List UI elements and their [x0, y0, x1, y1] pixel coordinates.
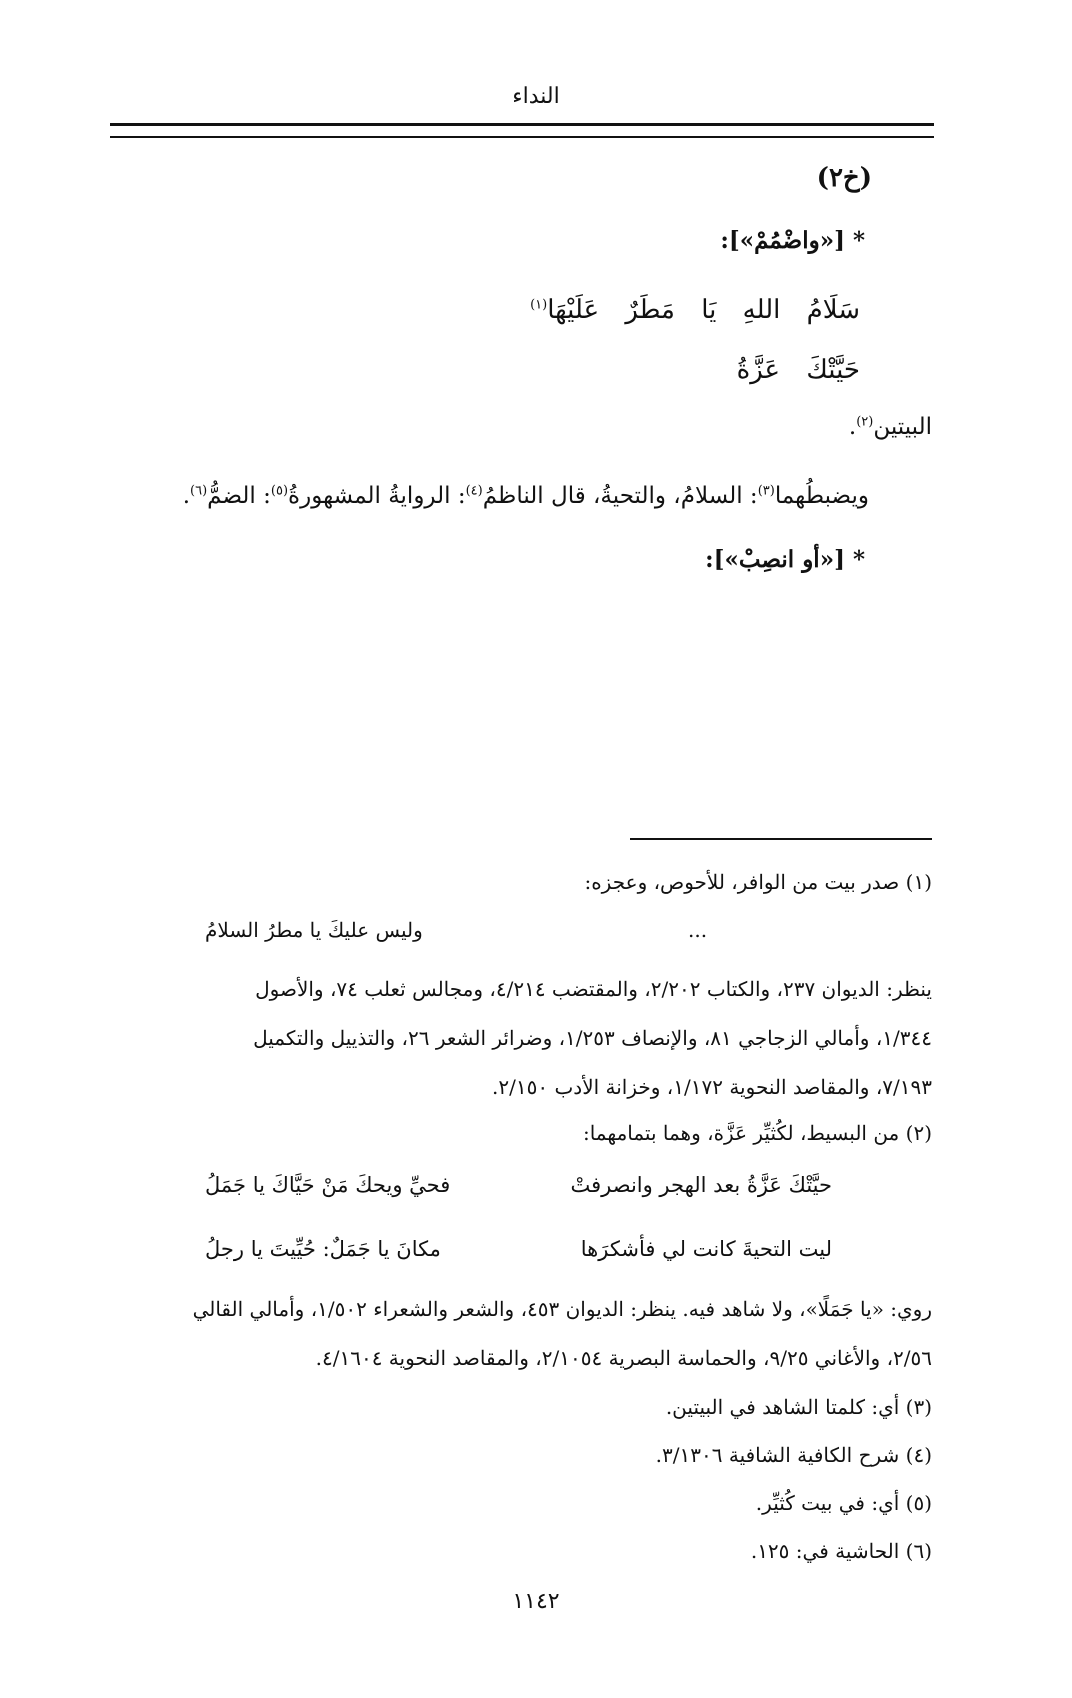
verse-line-1 [530, 295, 860, 325]
page-number: ١١٤٢ [512, 1589, 560, 1614]
manuscript-label: (خ٢) [816, 163, 872, 193]
footnote-ref-6: (٦) [190, 483, 208, 499]
footnote-5: (٥) أي: في بيت كُثيِّر. [755, 1491, 932, 1515]
footnote-3: (٣) أي: كلمتا الشاهد في البيتين. [665, 1395, 932, 1419]
footnote-2: (٢) من البسيط، لكُثيِّر عَزَّة، وهما بتمامهما: [582, 1121, 932, 1145]
heading-wadmum: * [«واضْمُمْ»]: [720, 227, 865, 254]
footnote-1-refs-line-1: ينظر: الديوان ٢٣٧، والكتاب ٢/٢٠٢، والمقتضب ٤/٢١٤، ومجالس ثعلب ٧٤، والأصول [255, 977, 932, 1001]
footnote-ref-2: (٢) [856, 414, 874, 430]
footnote-separator [630, 838, 932, 840]
footnote-1-verse-ellipsis: ... [688, 918, 708, 942]
footnote-2-refs-line-2: ٢/٥٦، والأغاني ٩/٢٥، والحماسة البصرية ٢/١٠٥٤، والمقاصد النحوية ٤/١٦٠٤. [315, 1346, 932, 1370]
verse-line-1-text: سَلَامُ اللهِ يَا مَطَرٌ عَلَيْهَا [547, 295, 860, 325]
footnote-6: (٦) الحاشية في: ١٢٥. [750, 1539, 932, 1563]
para-part-c: : الروايةُ المشهورةُ [288, 483, 466, 509]
para-part-e: . [182, 483, 191, 509]
footnote-2-verse-1-second-half: فحيِّ ويحكَ مَنْ حَيَّاكَ يا جَمَلُ [205, 1173, 451, 1197]
bayt-end: . [848, 414, 857, 440]
para-part-d: : الضمُّ [207, 483, 271, 509]
footnote-1-refs-line-3: ٧/١٩٣، والمقاصد النحوية ١/١٧٢، وخزانة الأدب ٢/١٥٠. [492, 1075, 932, 1099]
paragraph-dabt [183, 483, 869, 509]
running-title: النداء [512, 84, 560, 109]
footnote-1: (١) صدر بيت من الوافر، للأحوص، وعجزه: [584, 870, 932, 894]
footnote-1-verse: وليس عليكَ يا مطرُ السلامُ [205, 918, 423, 942]
header-rule-thick [110, 123, 934, 126]
footnote-2-verse-2-first-half: ليت التحيةَ كانت لي فأشكرَها [580, 1237, 832, 1261]
footnote-2-verse-1-first-half: حيَّتْكَ عَزَّةُ بعد الهجر وانصرفتْ [570, 1173, 832, 1197]
footnote-4: (٤) شرح الكافية الشافية ٣/١٣٠٦. [655, 1443, 932, 1467]
footnote-2-verse-2-second-half: مكانَ يا جَمَلٌ: حُيِّيتَ يا رجلُ [205, 1237, 441, 1261]
header-rule-thin [110, 136, 934, 138]
footnote-ref-5: (٥) [270, 483, 289, 499]
footnote-ref-1: (١) [530, 297, 548, 313]
bayt-text: البيتين [873, 414, 932, 440]
heading-aw-insib: * [«أو انصِبْ»]: [705, 546, 865, 573]
para-part-a: ويضبطُهما [774, 483, 869, 509]
footnote-ref-4: (٤) [465, 483, 483, 499]
para-part-b: : السلامُ، والتحيةُ، قال الناظمُ [482, 483, 758, 509]
verse-line-2: حَيَّتْكَ عَزَّةُ [736, 355, 860, 385]
bayt-line [849, 414, 932, 440]
footnote-ref-3: (٣) [757, 483, 775, 499]
footnote-2-refs-line-1: روي: «يا جَمَلًا»، ولا شاهد فيه. ينظر: الديوان ٤٥٣، والشعر والشعراء ١/٥٠٢، وأمالي القالي [192, 1297, 932, 1321]
footnote-1-refs-line-2: ١/٣٤٤، وأمالي الزجاجي ٨١، والإنصاف ١/٢٥٣، وضرائر الشعر ٢٦، والتذييل والتكميل [253, 1026, 932, 1050]
